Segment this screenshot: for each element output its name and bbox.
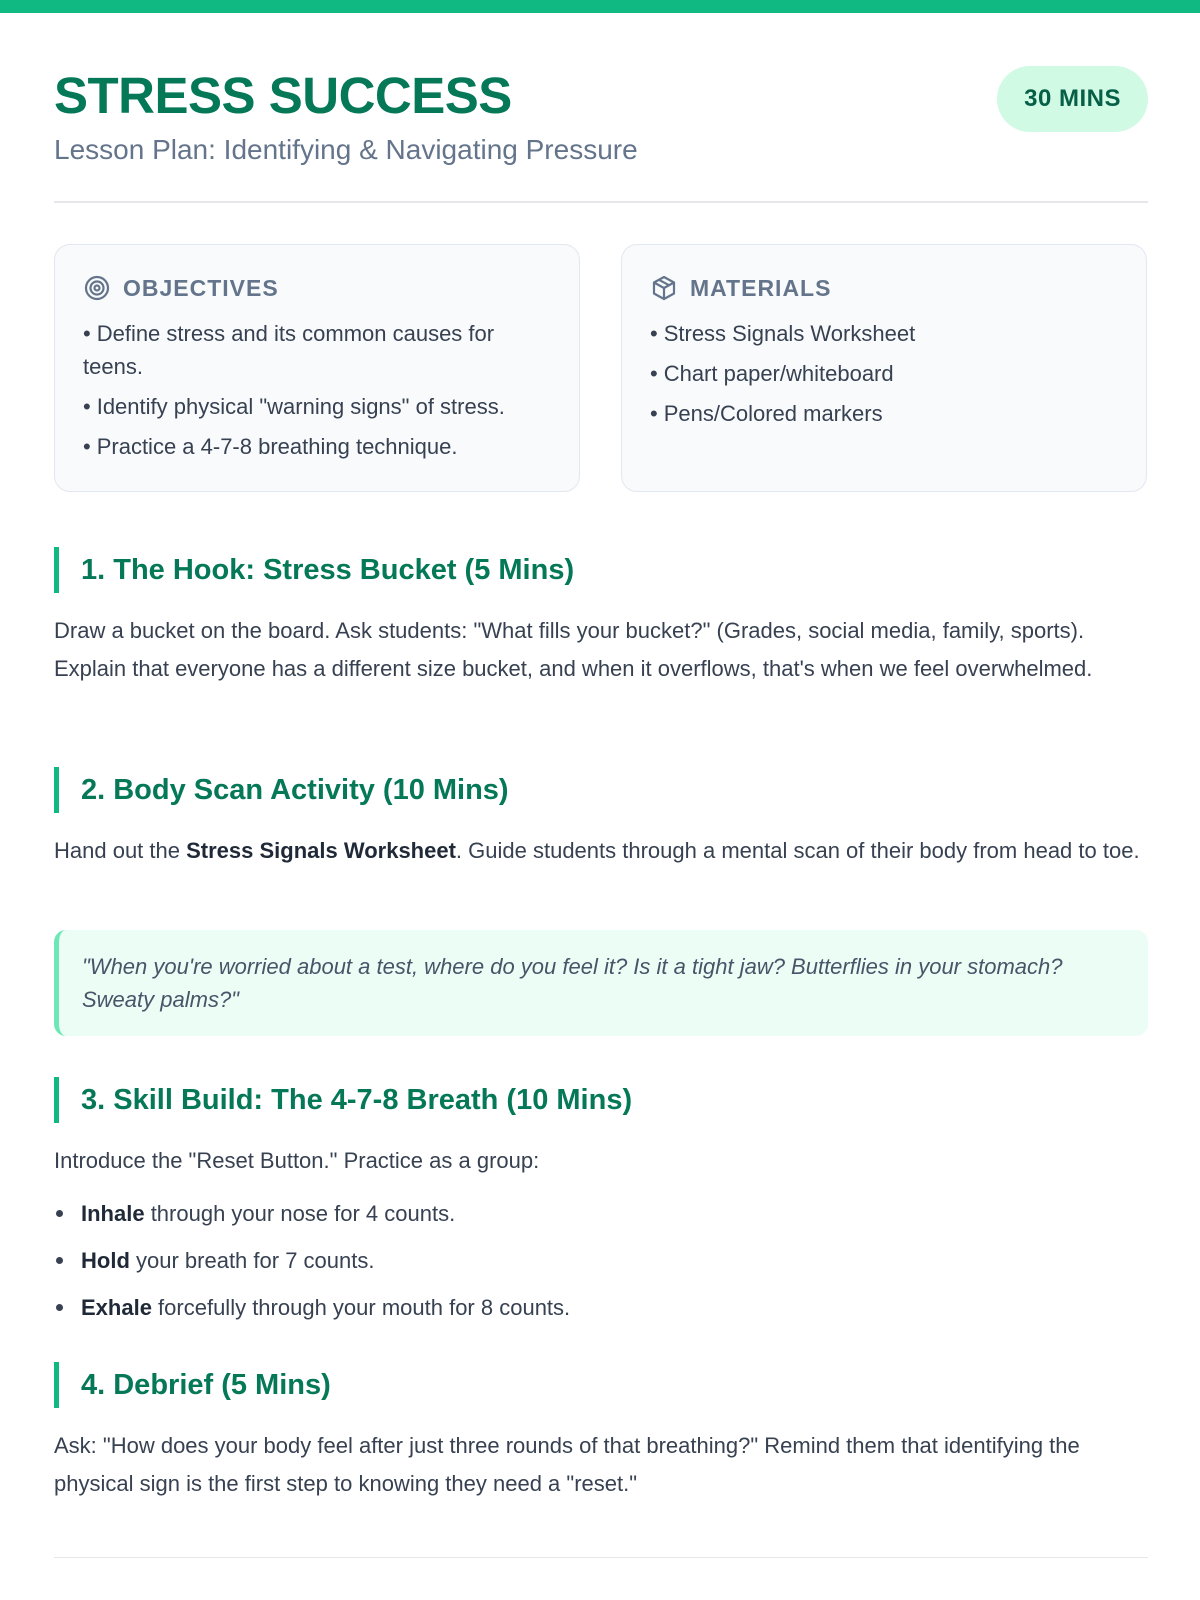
package-icon	[650, 274, 678, 302]
material-item: • Pens/Colored markers	[650, 397, 1118, 430]
materials-card	[621, 244, 1147, 492]
section-2-body	[54, 832, 1148, 870]
step-action: Hold	[81, 1248, 130, 1273]
section-3-heading: 3. Skill Build: The 4-7-8 Breath (10 Mins)	[54, 1077, 632, 1123]
breathing-step	[54, 1237, 1148, 1284]
page-header	[54, 66, 1148, 206]
objective-item: • Practice a 4-7-8 breathing technique.	[83, 430, 551, 463]
objectives-title: OBJECTIVES	[123, 274, 279, 301]
section-2-heading: 2. Body Scan Activity (10 Mins)	[54, 767, 509, 813]
step-detail: your breath for 7 counts.	[129, 1248, 375, 1273]
section-3-body: Introduce the "Reset Button." Practice as a group:	[54, 1148, 540, 1173]
material-item: • Chart paper/whiteboard	[650, 357, 1118, 390]
section-1-body: Draw a bucket on the board. Ask students: "What fills your bucket?" (Grades, social media, family, sports). Explain that everyone has a different size bucket, and when it overflows, that's when we feel overwhelmed.	[54, 618, 1093, 681]
materials-title: MATERIALS	[690, 274, 832, 301]
breathing-step	[54, 1284, 1148, 1331]
objectives-list	[83, 317, 551, 463]
material-item: • Stress Signals Worksheet	[650, 317, 1118, 350]
objective-item: • Define stress and its common causes for teens.	[83, 317, 551, 383]
step-action: Exhale	[81, 1295, 152, 1320]
breathing-step	[54, 1190, 1148, 1237]
footer-divider	[54, 1557, 1148, 1558]
duration-badge: 30 MINS	[997, 66, 1148, 132]
section-4-body: Ask: "How does your body feel after just three rounds of that breathing?" Remind them that identifying the physical sign is the first step to knowing they need a "reset."	[54, 1433, 1080, 1496]
objectives-card	[54, 244, 580, 492]
worksheet-name: Stress Signals Worksheet	[186, 838, 456, 863]
step-action: Inhale	[81, 1201, 145, 1226]
step-detail: through your nose for 4 counts.	[144, 1201, 456, 1226]
page-subtitle: Lesson Plan: Identifying & Navigating Pressure	[54, 134, 638, 165]
breathing-steps	[54, 1190, 1148, 1331]
step-detail: forcefully through your mouth for 8 counts.	[151, 1295, 571, 1320]
teacher-prompt-quote: "When you're worried about a test, where do you feel it? Is it a tight jaw? Butterflies in your stomach? Sweaty palms?"	[54, 930, 1148, 1036]
section-2-body-start: Hand out the	[54, 838, 187, 863]
materials-list	[650, 317, 1118, 430]
section-4-heading: 4. Debrief (5 Mins)	[54, 1362, 331, 1408]
objective-item: • Identify physical "warning signs" of stress.	[83, 390, 551, 423]
header-divider	[54, 201, 1148, 203]
section-2-body-end: . Guide students through a mental scan of their body from head to toe.	[455, 838, 1140, 863]
target-icon	[83, 274, 111, 302]
top-accent-bar	[0, 0, 1200, 13]
page-title: STRESS SUCCESS	[54, 67, 512, 124]
section-1-heading: 1. The Hook: Stress Bucket (5 Mins)	[54, 547, 574, 593]
